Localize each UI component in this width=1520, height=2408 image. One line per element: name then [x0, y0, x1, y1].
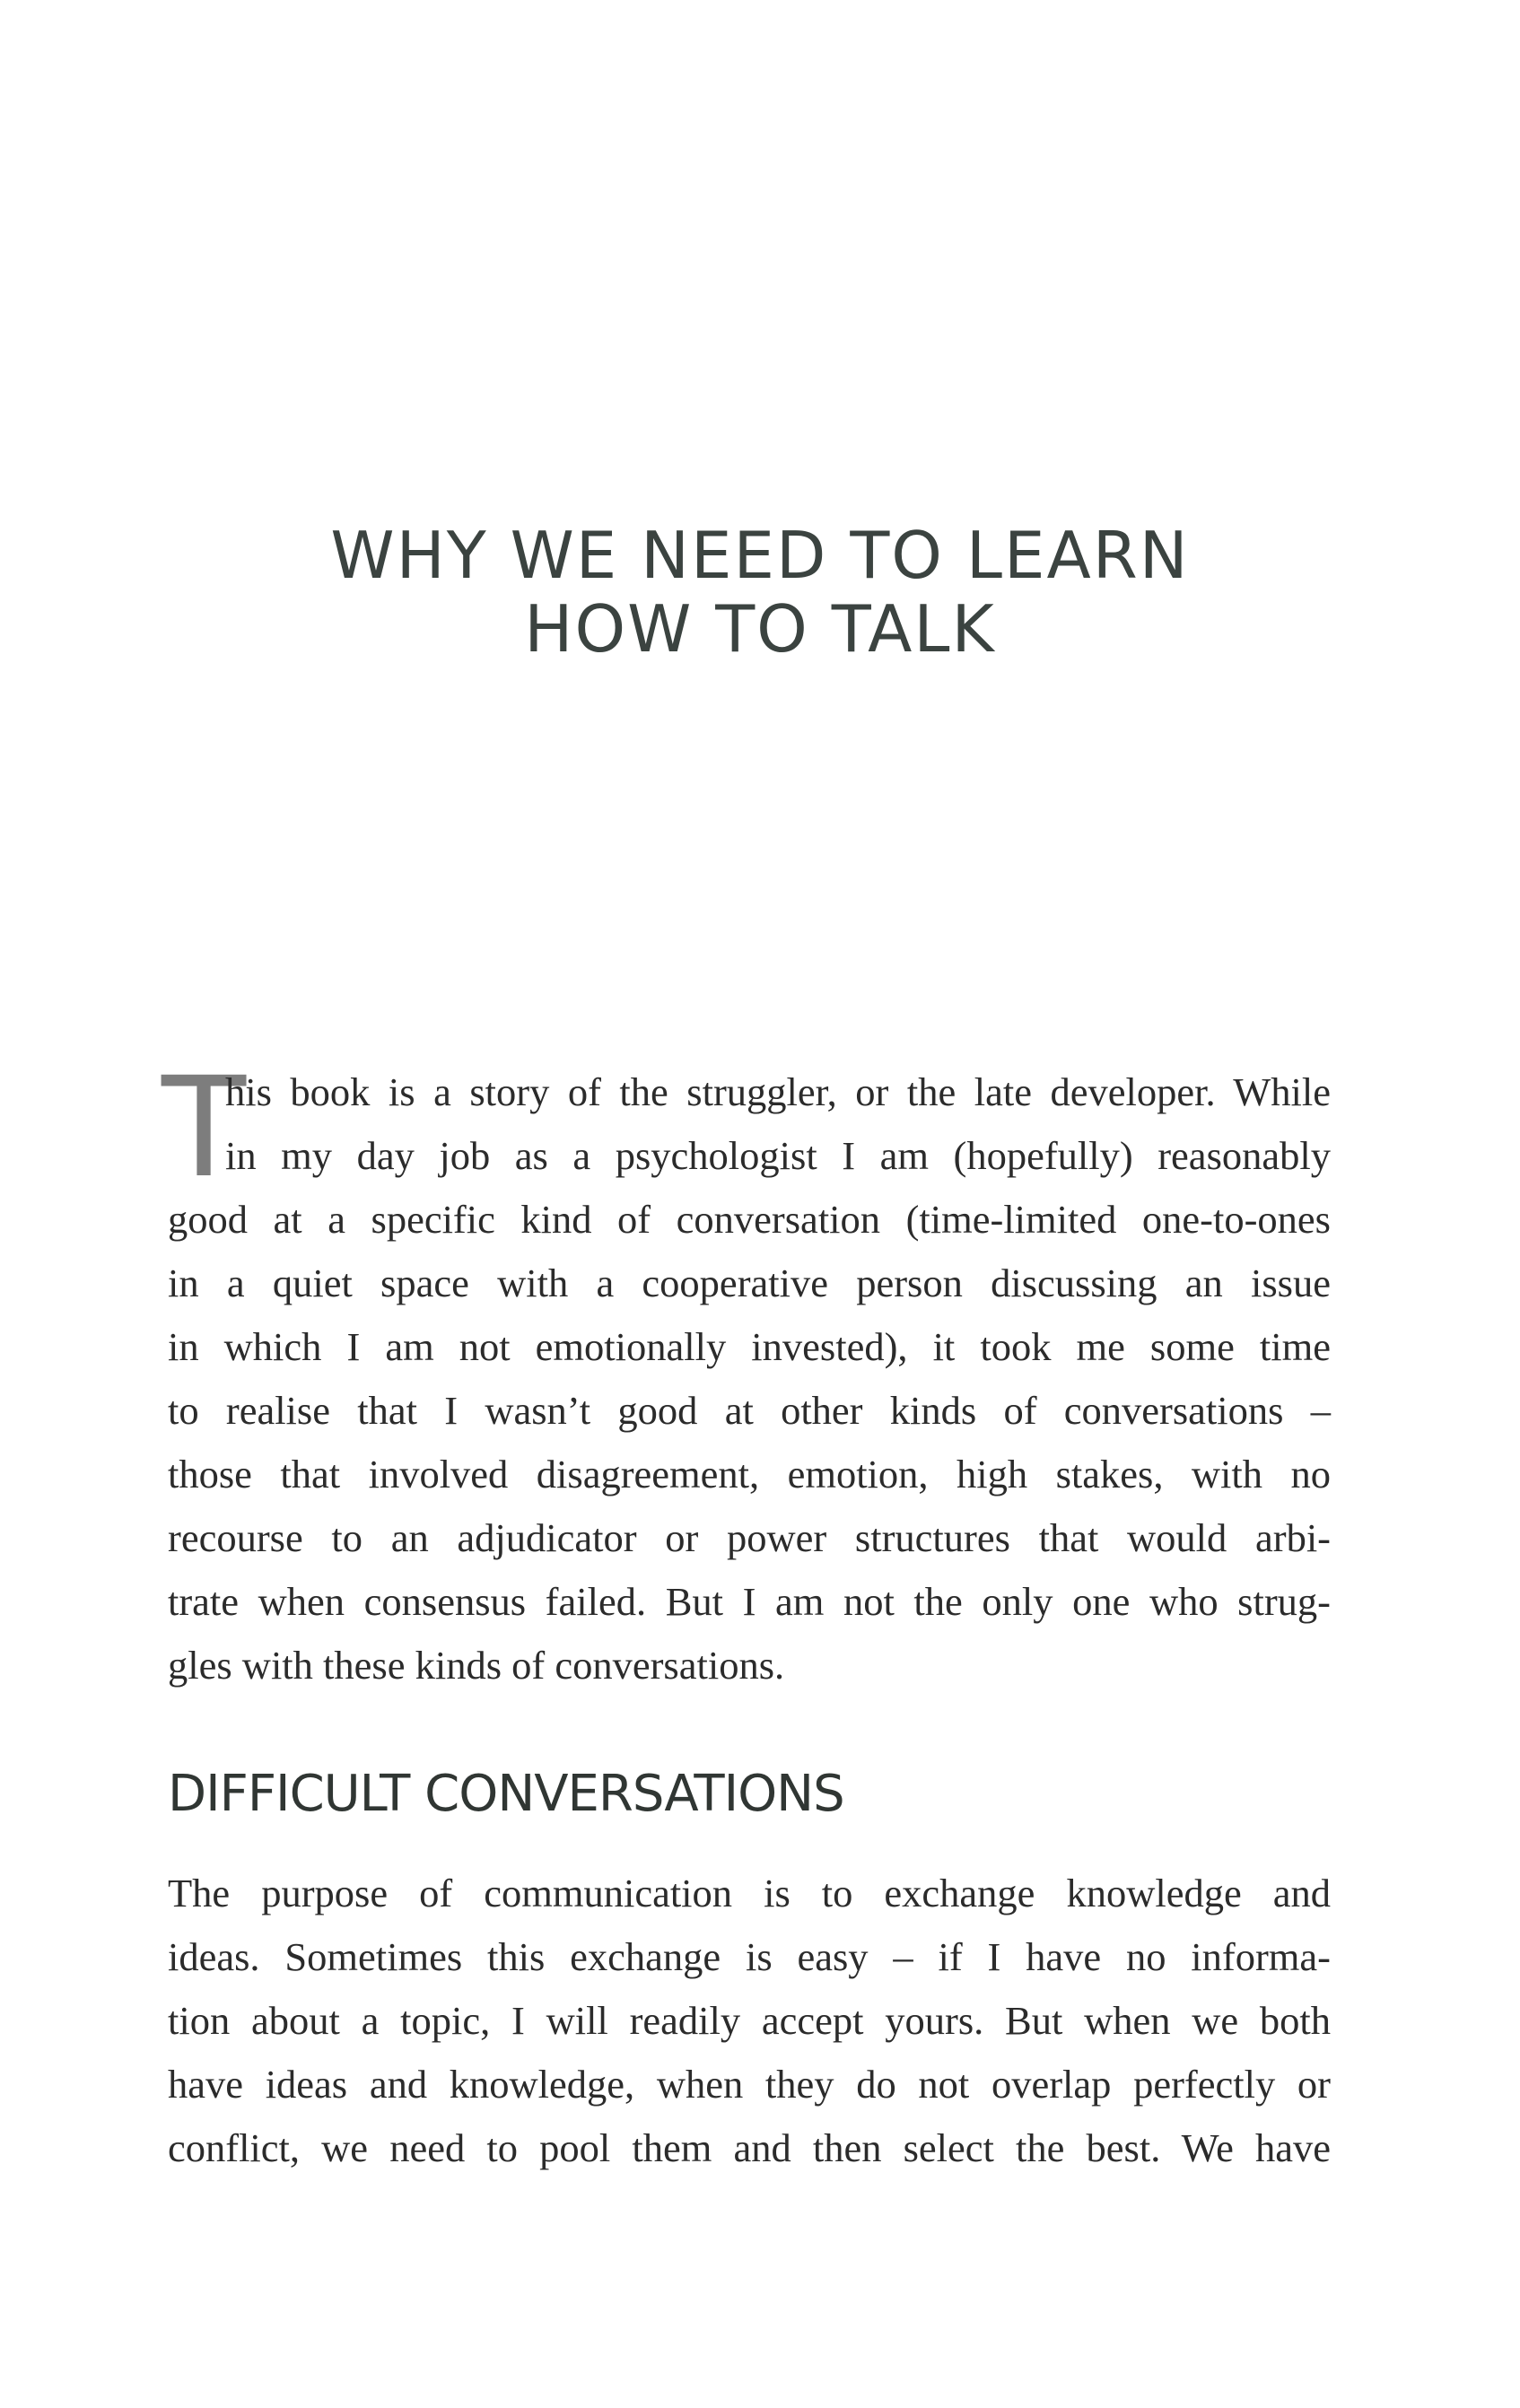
- chapter-title-line-2: HOW TO TALK: [524, 591, 996, 667]
- paragraph-line: good at a specific kind of conversation (time-limited one-to-ones: [168, 1197, 1331, 1242]
- paragraph-line: to realise that I wasn’t good at other kinds of conversations –: [168, 1388, 1331, 1433]
- paragraph-line: tion about a topic, I will readily accept yours. But when we both: [168, 1998, 1331, 2043]
- section-heading: DIFFICULT CONVERSATIONS: [168, 1765, 844, 1823]
- paragraph-line: The purpose of communication is to exchange knowledge and: [168, 1871, 1331, 1915]
- paragraph-line: trate when consensus failed. But I am not the only one who strug-: [168, 1579, 1331, 1624]
- section-paragraph: [168, 1862, 1331, 2180]
- chapter-title-line-1: WHY WE NEED TO LEARN: [330, 518, 1190, 593]
- paragraph-line: recourse to an adjudicator or power structures that would arbi-: [168, 1515, 1331, 1560]
- chapter-title: [0, 519, 1520, 666]
- paragraph-line: in a quiet space with a cooperative person discussing an issue: [168, 1261, 1331, 1305]
- drop-cap: T: [162, 1048, 247, 1208]
- paragraph-line: in which I am not emotionally invested), it took me some time: [168, 1324, 1331, 1369]
- paragraph-line: his book is a story of the struggler, or the late developer. While: [225, 1069, 1331, 1114]
- paragraph-line: gles with these kinds of conversations.: [168, 1643, 785, 1688]
- paragraph-line: those that involved disagreement, emotion, high stakes, with no: [168, 1452, 1331, 1496]
- paragraph-line: conflict, we need to pool them and then select the best. We have: [168, 2125, 1331, 2170]
- paragraph-line: have ideas and knowledge, when they do not overlap perfectly or: [168, 2062, 1331, 2107]
- paragraph-line: ideas. Sometimes this exchange is easy – if I have no informa-: [168, 1934, 1331, 1979]
- intro-paragraph: [168, 1060, 1331, 1697]
- paragraph-line: in my day job as a psychologist I am (hopefully) reasonably: [225, 1133, 1331, 1178]
